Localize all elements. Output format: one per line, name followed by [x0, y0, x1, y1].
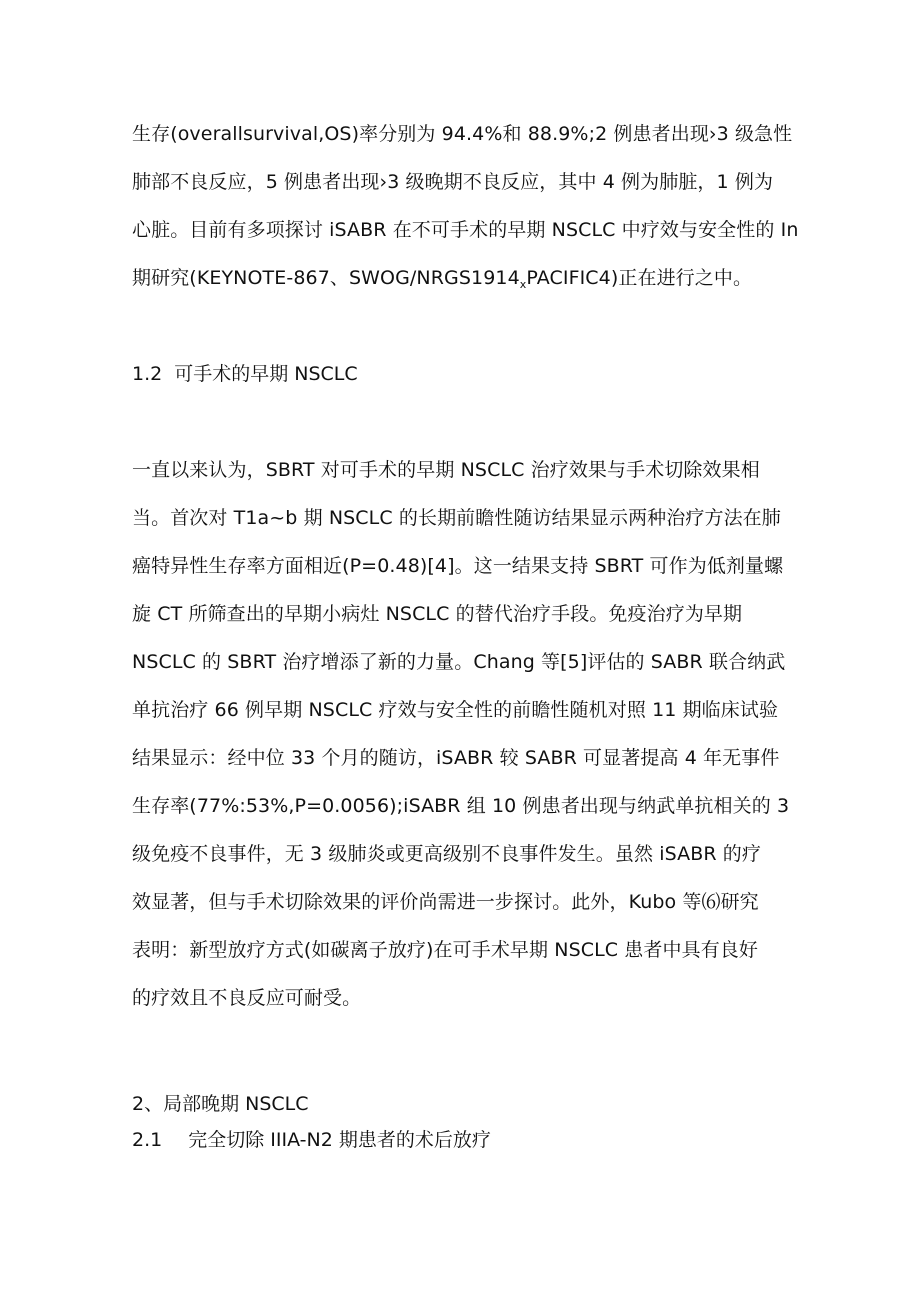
- section-title: 可手术的早期 NSCLC: [174, 363, 358, 385]
- paragraph-line: 肺部不良反应，5 例患者出现›3 级晚期不良反应，其中 4 例为肺脏，1 例为: [132, 171, 774, 193]
- paragraph-text: PACIFIC4)正在进行之中。: [526, 267, 753, 289]
- section-number: 1.2: [132, 363, 163, 385]
- section-title: 完全切除 IIIA-N2 期患者的术后放疗: [188, 1129, 491, 1151]
- paragraph-line: 一直以来认为，SBRT 对可手术的早期 NSCLC 治疗效果与手术切除效果相: [132, 459, 760, 481]
- subsection-heading: [132, 1126, 491, 1154]
- section-heading: [132, 360, 358, 388]
- paragraph-line: 当。首次对 T1a~b 期 NSCLC 的长期前瞻性随访结果显示两种治疗方法在肺: [132, 507, 781, 529]
- paragraph-line: 心脏。目前有多项探讨 iSABR 在不可手术的早期 NSCLC 中疗效与安全性的 In: [132, 219, 799, 241]
- section-heading: 2、局部晚期 NSCLC: [132, 1093, 309, 1115]
- paragraph-line: 效显著，但与手术切除效果的评价尚需进一步探讨。此外，Kubo 等⑹研究: [132, 891, 759, 913]
- paragraph-line: NSCLC 的 SBRT 治疗增添了新的力量。Chang 等[5]评估的 SABR 联合纳武: [132, 651, 786, 673]
- section-number: 2.1: [132, 1129, 163, 1151]
- paragraph-text: 期研究(KEYNOTE-867、SWOG/NRGS1914: [132, 267, 520, 289]
- paragraph-line: 级免疫不良事件，无 3 级肺炎或更高级别不良事件发生。虽然 iSABR 的疗: [132, 843, 761, 865]
- paragraph-line: 癌特异性生存率方面相近(P=0.48)[4]。这一结果支持 SBRT 可作为低剂量螺: [132, 555, 784, 577]
- paragraph-line: 表明：新型放疗方式(如碳离子放疗)在可手术早期 NSCLC 患者中具有良好: [132, 939, 758, 961]
- paragraph-line: 生存(overallsurvival,OS)率分别为 94.4%和 88.9%;2 例患者出现›3 级急性: [132, 123, 793, 145]
- paragraph-line: 结果显示：经中位 33 个月的随访，iSABR 较 SABR 可显著提高 4 年无事件: [132, 747, 780, 769]
- paragraph-line: 单抗治疗 66 例早期 NSCLC 疗效与安全性的前瞻性随机对照 11 期临床试验: [132, 699, 779, 721]
- paragraph-line: 生存率(77%:53%,P=0.0056);iSABR 组 10 例患者出现与纳武单抗相关的 3: [132, 795, 790, 817]
- subscript-text: x: [519, 278, 527, 291]
- paragraph-line: 旋 CT 所筛查出的早期小病灶 NSCLC 的替代治疗手段。免疫治疗为早期: [132, 603, 743, 625]
- paragraph-line: 的疗效且不良反应可耐受。: [132, 987, 362, 1009]
- paragraph-line: [132, 264, 752, 299]
